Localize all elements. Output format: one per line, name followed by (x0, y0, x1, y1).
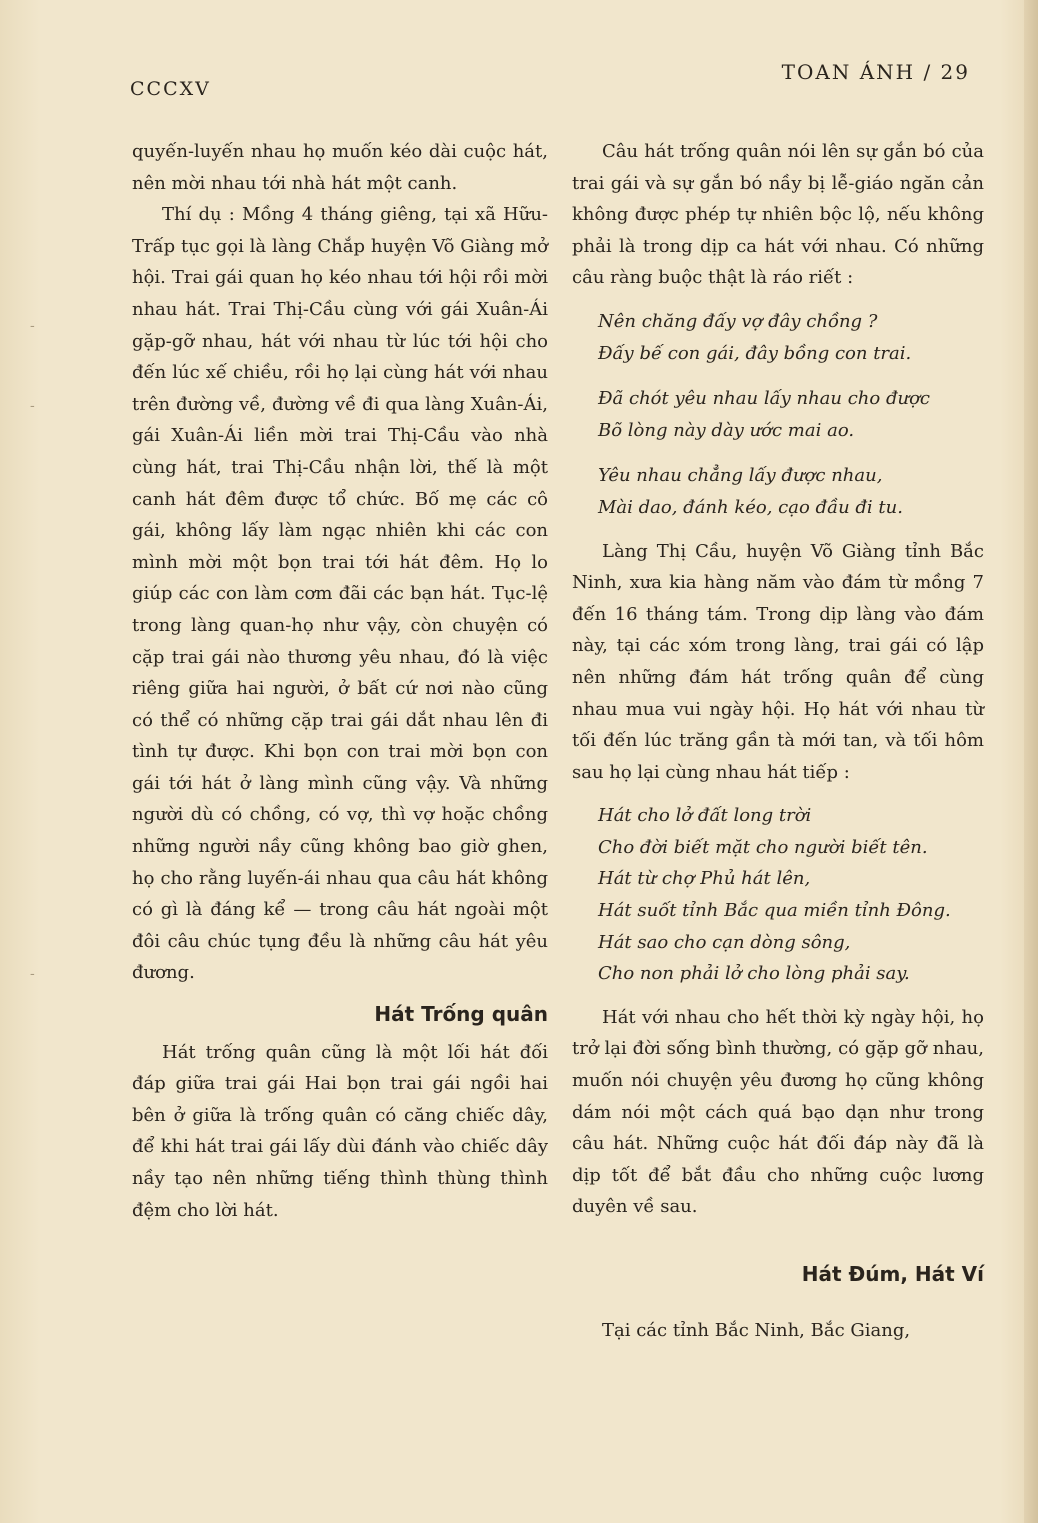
verse-line: Bõ lòng này dày ước mai ao. (598, 419, 855, 441)
right-column (572, 136, 984, 1346)
verse-block (572, 306, 984, 524)
verse-line: Hát suốt tỉnh Bắc qua miền tỉnh Đông. (598, 900, 951, 922)
verse-line: Hát cho lở đất long trời (598, 805, 812, 827)
left-column (132, 136, 548, 1226)
verse-line: Hát sao cho cạn dòng sông, (598, 931, 851, 953)
paragraph: Làng Thị Cầu, huyện Võ Giàng tỉnh Bắc Ninh, xưa kia hàng năm vào đám từ mồng 7 đến 16 tháng tám. Trong dịp làng vào đám này, tại các xóm trong làng, trai gái có lập nên những đám hát trống quân để cùng nhau mua vui ngày hội. Họ hát với nhau từ tối đến lúc trăng gần tà mới tan, và tối hôm sau họ lại cùng nhau hát tiếp : (572, 540, 984, 783)
verse-line: Hát từ chợ Phủ hát lên, (598, 868, 811, 890)
verse-line: Yêu nhau chẳng lấy được nhau, (598, 465, 883, 487)
section-number: CCCXV (130, 78, 211, 100)
paragraph: Hát trống quân cũng là một lối hát đối đáp giữa trai gái Hai bọn trai gái ngồi hai bên ở giữa là trống quân có căng chiếc dây, để khi hát trai gái lấy dùi đánh vào chiếc dây nầy tạo nên những tiếng thình thùng thình đệm cho lời hát. (132, 1041, 548, 1221)
verse-line: Mài dao, đánh kéo, cạo đầu đi tu. (598, 496, 903, 518)
section-heading: Hát Đúm, Hát Ví (801, 1262, 984, 1286)
paragraph: Tại các tỉnh Bắc Ninh, Bắc Giang, (602, 1319, 911, 1341)
verse-line: Đã chót yêu nhau lấy nhau cho được (598, 388, 930, 410)
paragraph: Câu hát trống quân nói lên sự gắn bó của trai gái và sự gắn bó nầy bị lễ-giáo ngăn cản không được phép tự nhiên bộc lộ, nếu không phải là trong dịp ca hát với nhau. Có những câu ràng buộc thật là ráo riết : (572, 141, 984, 289)
margin-mark: - (30, 318, 35, 334)
page-edge (1024, 0, 1038, 1523)
paragraph: Hát với nhau cho hết thời kỳ ngày hội, họ trở lại đời sống bình thường, có gặp gỡ nhau, muốn nói chuyện yêu đương họ cũng không dám nói một cách quá bạo dạn như trong câu hát. Những cuộc hát đối đáp này đã là dịp tốt để bắt đầu cho những cuộc lương duyên về sau. (572, 1006, 984, 1218)
section-heading: Hát Trống quân (374, 1002, 548, 1027)
verse-line: Đấy bế con gái, đây bồng con trai. (598, 342, 912, 364)
verse-line: Cho non phải lở cho lòng phải say. (598, 963, 910, 985)
paragraph: quyến-luyến nhau họ muốn kéo dài cuộc hát, nên mời nhau tới nhà hát một canh. (132, 141, 548, 194)
margin-mark: - (30, 966, 35, 982)
running-header: TOAN ÁNH / 29 (781, 60, 970, 84)
verse-line: Cho đời biết mặt cho người biết tên. (598, 836, 928, 858)
paragraph: Thí dụ : Mồng 4 tháng giêng, tại xã Hữu-Trấp tục gọi là làng Chắp huyện Võ Giàng mở hội. Trai gái quan họ kéo nhau tới hội rồi mời nhau hát. Trai Thị-Cầu cùng với gái Xuân-Ái gặp-gỡ nhau, hát với nhau từ lúc tới hội cho đến lúc xế chiều, rồi họ lại cùng hát với nhau trên đường về, đường về đi qua làng Xuân-Ái, gái Xuân-Ái liền mời trai Thị-Cầu vào nhà cùng hát, trai Thị-Cầu nhận lời, thế là một canh hát đêm được tổ chức. Bố mẹ các cô gái, không lấy làm ngạc nhiên khi các con mình mời một bọn trai tới hát đêm. Họ lo giúp các con làm cơm đãi các bạn hát. Tục-lệ trong làng quan-họ như vậy, còn chuyện có cặp trai gái nào thương yêu nhau, đó là việc riêng giữa hai người, ở bất cứ nơi nào cũng có thể có những cặp trai gái dắt nhau lên đi tình tự được. Khi bọn con trai mời bọn con gái tới hát ở làng mình cũng vậy. Và những người dù có chồng, có vợ, thì vợ hoặc chồng những người nầy cũng không bao giờ ghen, họ cho rằng luyến-ái nhau qua câu hát không có gì là đáng kể — trong câu hát ngoài một đôi câu chúc tụng đều là những câu hát yêu đương. (132, 204, 548, 984)
margin-mark: - (30, 398, 35, 414)
verse-block (572, 800, 984, 990)
verse-line: Nên chăng đấy vợ đây chồng ? (598, 310, 878, 332)
